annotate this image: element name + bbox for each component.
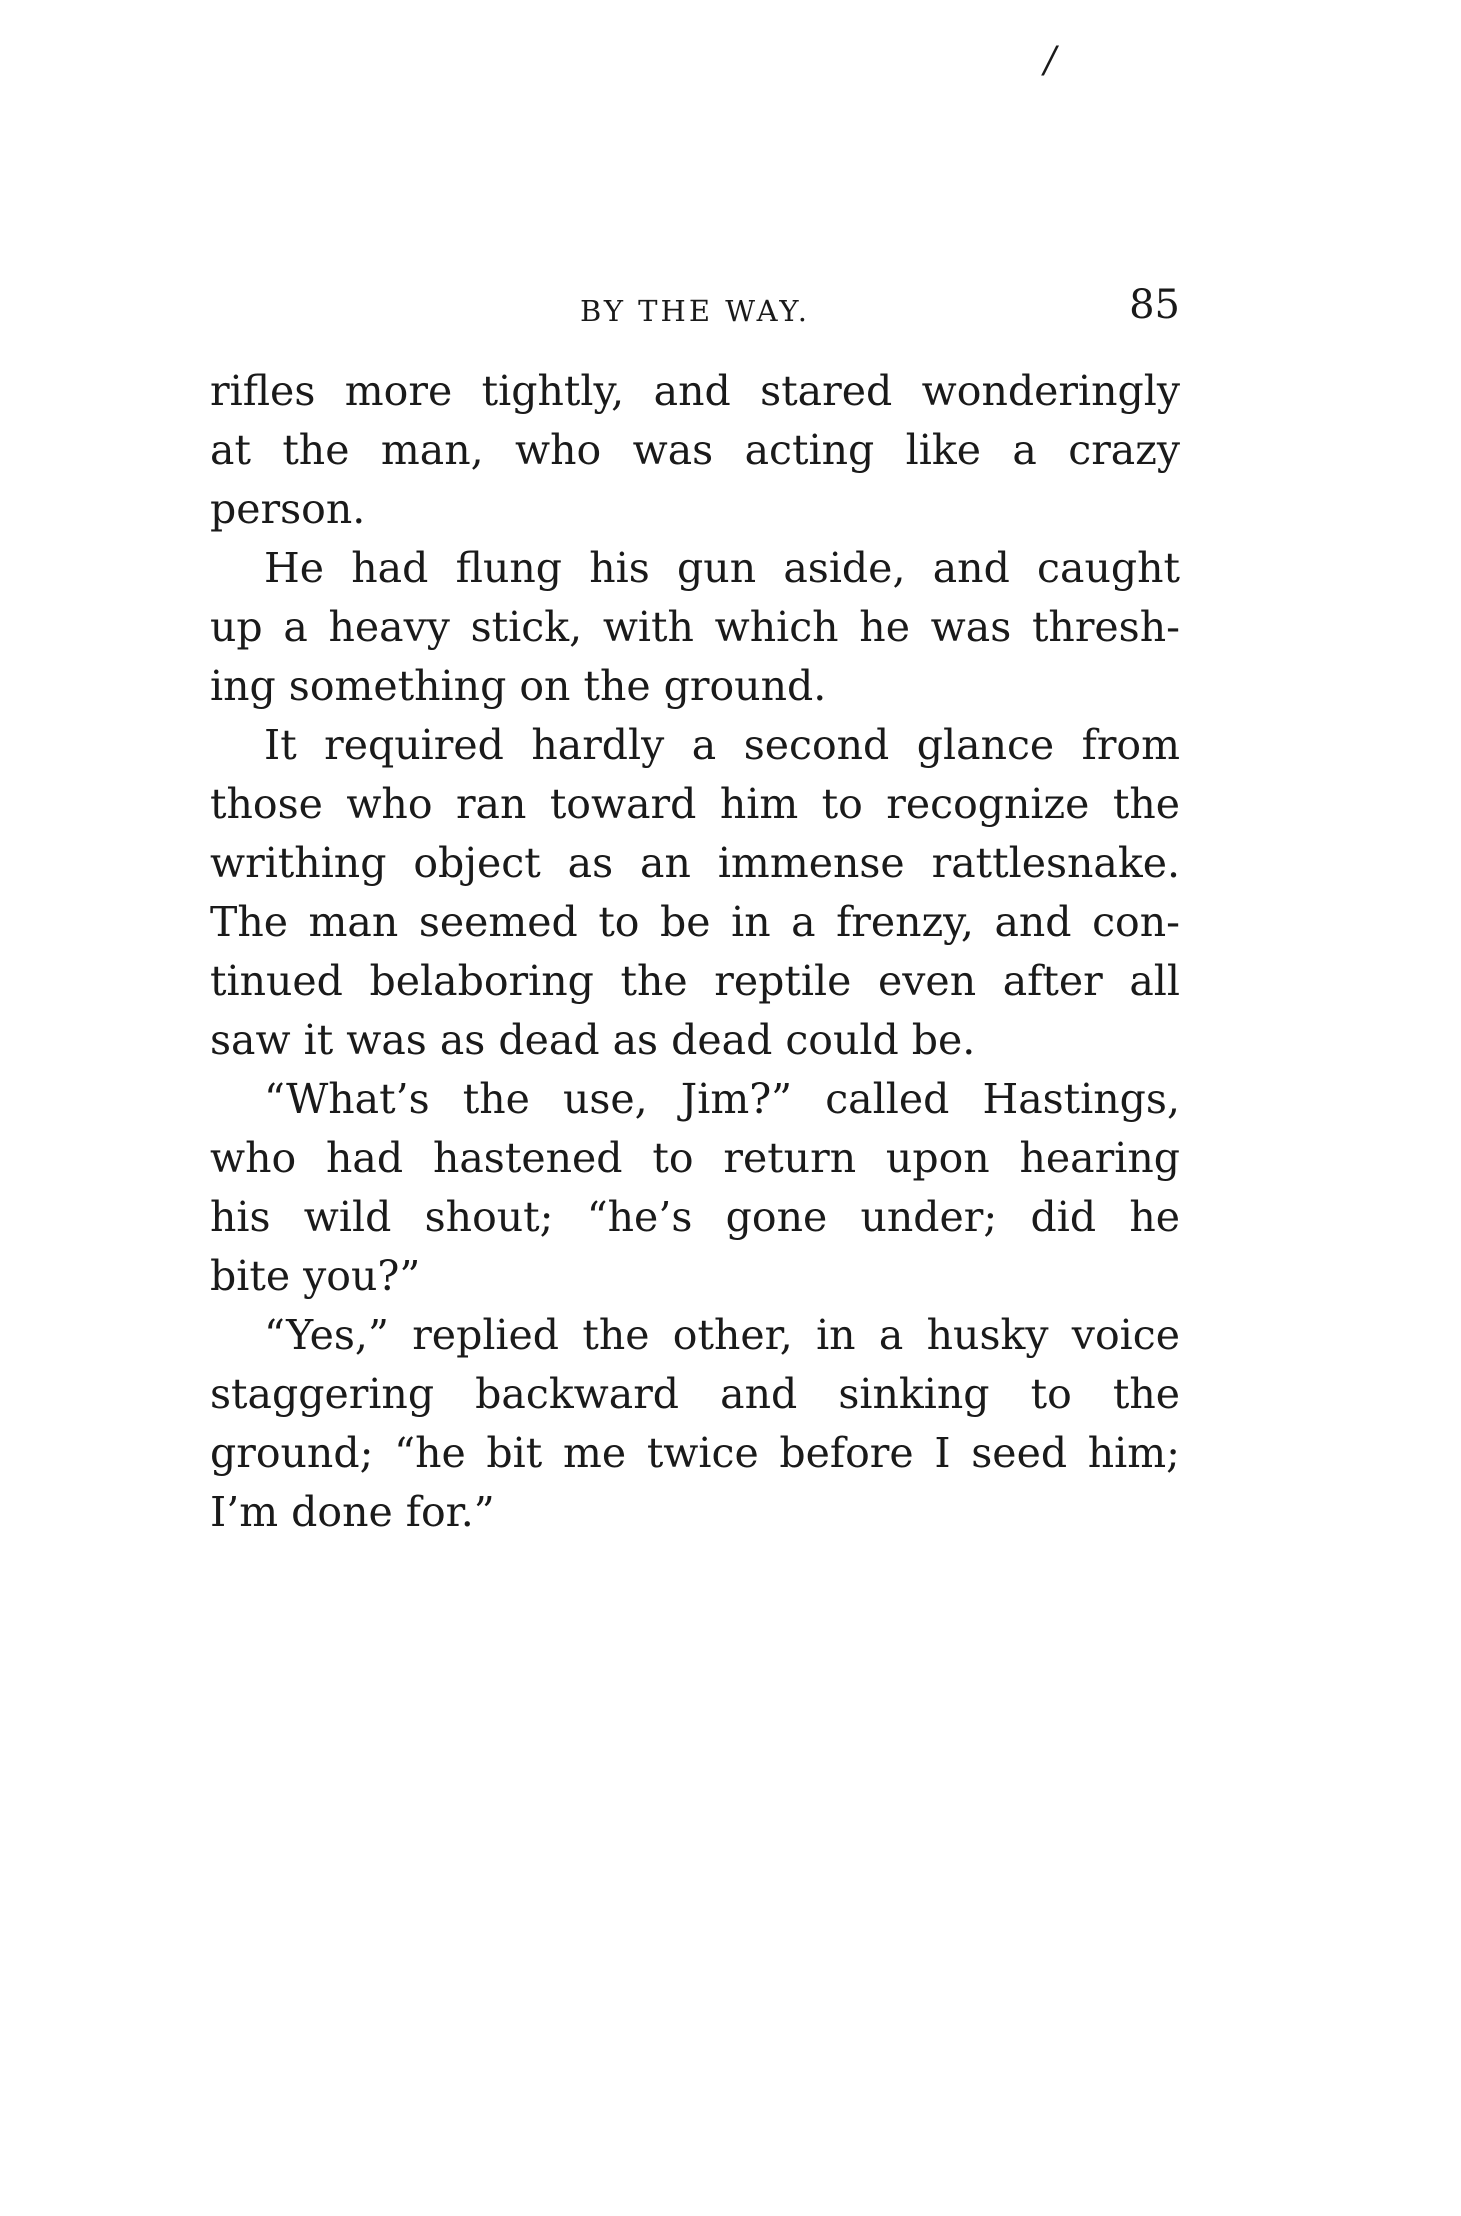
text-line: It required hardly a second glance from [264, 721, 1180, 769]
text-line: The man seemed to be in a frenzy, and con- [210, 898, 1180, 946]
text-line: up a heavy stick, with which he was thresh- [210, 603, 1180, 651]
text-line: ground; “he bit me twice before I seed him; [210, 1429, 1180, 1477]
running-title: BY THE WAY. [580, 294, 810, 328]
body-text [210, 362, 1180, 1542]
text-line: tinued belaboring the reptile even after all [210, 957, 1180, 1005]
stray-mark: / [1044, 40, 1057, 81]
text-line: He had flung his gun aside, and caught [264, 544, 1180, 592]
text-line: rifles more tightly, and stared wonderingly [210, 367, 1180, 415]
text-line: “Yes,” replied the other, in a husky voice [264, 1311, 1180, 1359]
running-head [210, 282, 1180, 330]
text-line: saw it was as dead as dead could be. [210, 1016, 976, 1064]
text-line: staggering backward and sinking to the [210, 1370, 1180, 1418]
text-line: ing something on the ground. [210, 662, 827, 710]
text-line: I’m done for.” [210, 1488, 495, 1536]
text-line: “What’s the use, Jim?” called Hastings, [264, 1075, 1180, 1123]
text-line: who had hastened to return upon hearing [210, 1134, 1180, 1182]
text-line: at the man, who was acting like a crazy [210, 426, 1180, 474]
page-number: 85 [1129, 282, 1180, 328]
text-line: writhing object as an immense rattlesnake. [210, 839, 1180, 887]
text-line: bite you?” [210, 1252, 421, 1300]
text-line: those who ran toward him to recognize the [210, 780, 1180, 828]
text-line: his wild shout; “he’s gone under; did he [210, 1193, 1180, 1241]
text-line: person. [210, 485, 366, 533]
